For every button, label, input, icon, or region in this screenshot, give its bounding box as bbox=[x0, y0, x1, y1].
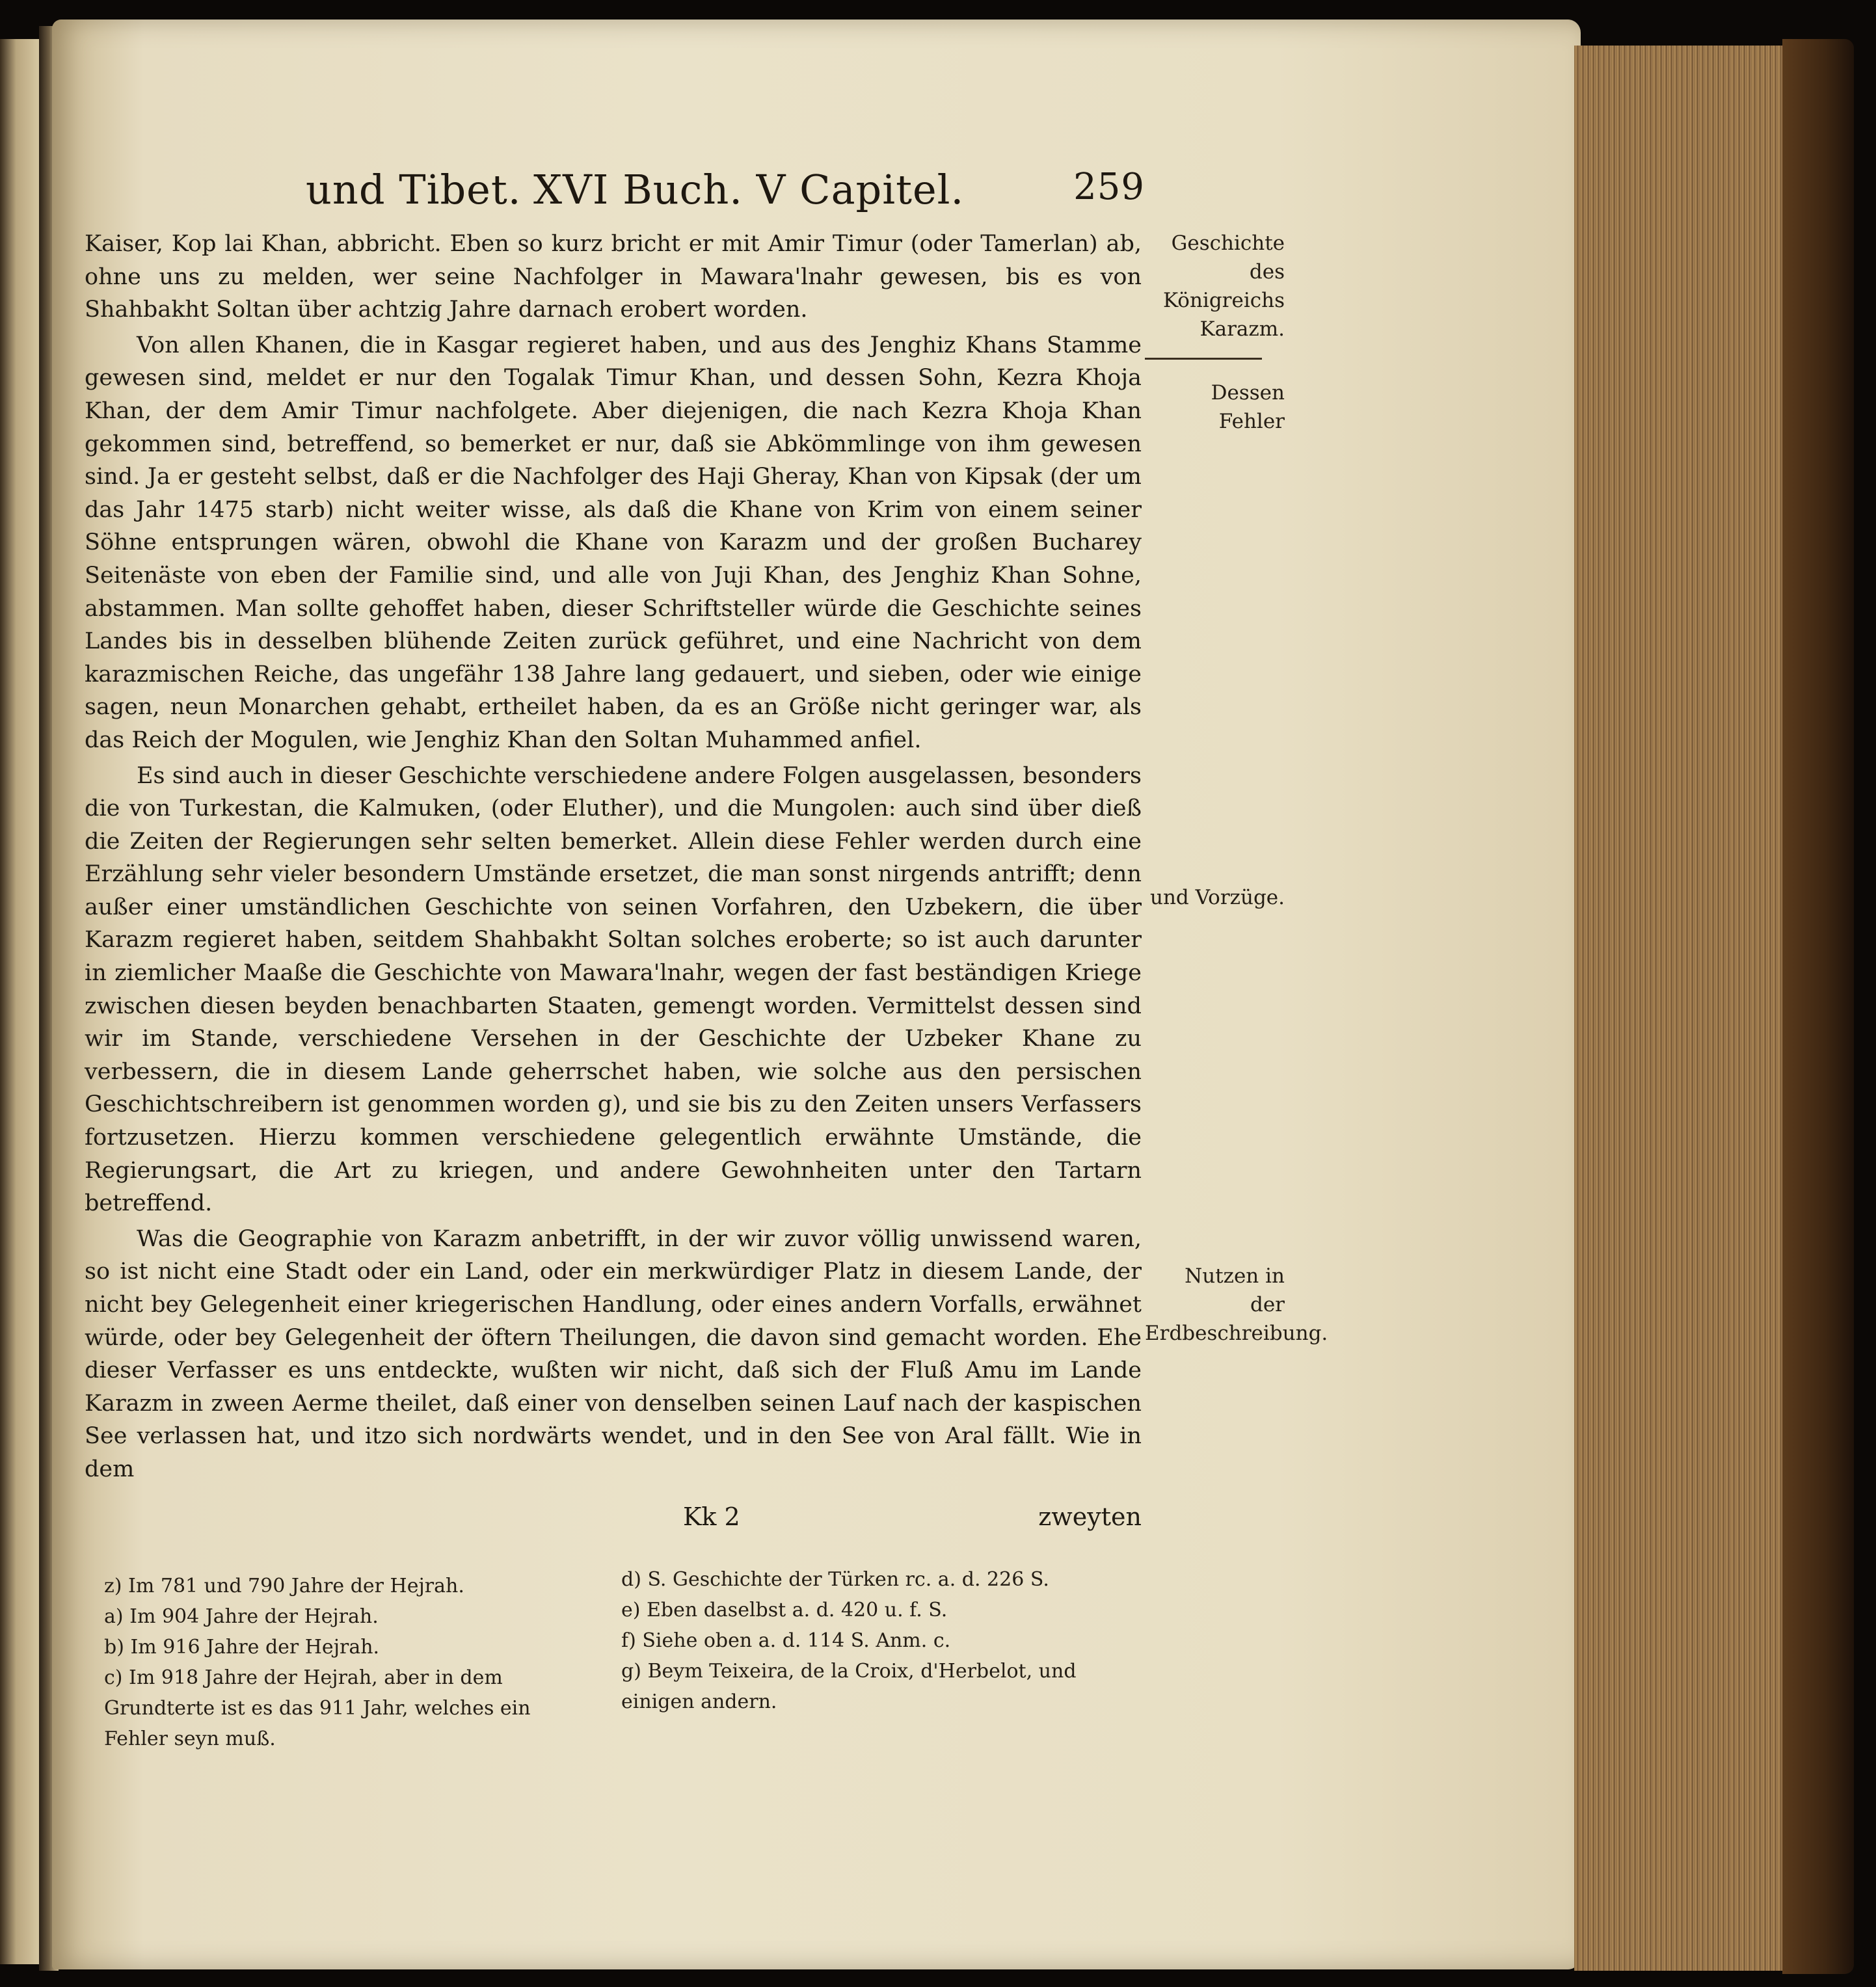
previous-page-edge bbox=[0, 39, 40, 1964]
main-text bbox=[85, 228, 1142, 1486]
footnote: b) Im 916 Jahre der Hejrah. bbox=[104, 1636, 380, 1659]
catchword: zweyten bbox=[1038, 1502, 1142, 1531]
running-header bbox=[306, 166, 1145, 218]
book-cover bbox=[1782, 39, 1854, 1974]
margin-note-merits: und Vorzüge. bbox=[1150, 886, 1285, 909]
margin-divider bbox=[1145, 358, 1262, 360]
header-left: und Tibet. bbox=[306, 166, 522, 213]
paragraph: Was die Geographie von Karazm anbetrifft, in der wir zuvor völlig unwissend waren, so ist nicht eine Stadt oder ein Land, oder ein merkwürdiger Platz in diesem Lande, der nicht bey Gelegenheit einer kriegerischen Handlung, oder eines andern Vorfalls, erwähnet würde, oder bey Gelegenheit der öftern Theilungen, die davon sind gemacht worden. Ehe dieser Verfasser es uns entdeckte, wußten wir nicht, daß sich der Fluß Amu im Lande Karazm in zween Aerme theilet, daß einer von denselben seinen Lauf nach der kaspischen See verlassen hat, und itzo sich nordwärts wendet, und in den See von Aral fällt. Wie in dem bbox=[85, 1225, 1142, 1482]
footnote: a) Im 904 Jahre der Hejrah. bbox=[104, 1605, 379, 1628]
footnotes-left bbox=[104, 1571, 572, 1754]
margin-note-geography: Nutzen in der Erdbeschreibung. bbox=[1145, 1264, 1328, 1345]
paragraph: Es sind auch in dieser Geschichte verschiedene andere Folgen ausgelassen, besonders die von Turkestan, die Kalmuken, (oder Eluther), und die Mungolen: auch sind über dieß die Zeiten der Regierungen sehr selten bemerket. Allein diese Fehler werden durch eine Erzählung sehr vieler besondern Umstände ersetzet, die man sonst nirgends antrifft; denn außer einer umständlichen Geschichte von seinen Vorfahren, den Uzbekern, die über Karazm regieret haben, seitdem Shahbakht Soltan solches eroberte; so ist auch darunter in ziemlicher Maaße die Geschichte von Mawara'lnahr, wegen der fast beständigen Kriege zwischen diesen beyden benachbarten Staaten, gemengt worden. Vermittelst dessen sind wir im Stande, verschiedene Versehen in der Geschichte der Uzbeker Khane zu verbessern, die in diesem Lande geherrschet haben, wie solche aus den persischen Geschichtschreibern ist genommen worden g), und sie bis zu den Zeiten unsers Verfassers fortzusetzen. Hierzu kommen verschiedene gelegentlich erwähnte Umstände, die Regierungsart, die Art zu kriegen, und andere Gewohnheiten unter den Tartarn betreffend. bbox=[85, 762, 1142, 1217]
footnote: d) S. Geschichte der Türken rc. a. d. 226 S. bbox=[621, 1568, 1049, 1591]
page-foot bbox=[85, 1502, 1142, 1535]
footnote: z) Im 781 und 790 Jahre der Hejrah. bbox=[104, 1575, 464, 1597]
paragraph: Von allen Khanen, die in Kasgar regieret haben, und aus des Jenghiz Khans Stamme gewesen sind, meldet er nur den Togalak Timur Khan, und dessen Sohn, Kezra Khoja Khan, der dem Amir Timur nachfolgete. Aber diejenigen, die nach Kezra Khoja Khan gekommen sind, betreffend, so bemerket er nur, daß sie Abkömmlinge von ihm gewesen sind. Ja er gesteht selbst, daß er die Nachfolger des Haji Gheray, Khan von Kipsak (der um das Jahr 1475 starb) nicht weiter wisse, als daß die Khane von Krim von einem seiner Söhne entsprungen wären, obwohl die Khane von Karazm und der großen Bucharey Seitenäste von eben der Familie sind, und alle von Juji Khan, des Jenghiz Khan Sohne, abstammen. Man sollte gehoffet haben, dieser Schriftsteller würde die Geschichte seines Landes bis in desselben blühende Zeiten zurück geführet, und eine Nachricht von dem karazmischen Reiche, das ungefähr 138 Jahre lang gedauert, und sieben, oder wie einige sagen, neun Monarchen gehabt, ertheilet haben, da es an Größe nicht geringer war, als das Reich der Mogulen, wie Jenghiz Khan den Soltan Muhammed anfiel. bbox=[85, 332, 1142, 753]
page-block-edges bbox=[1574, 46, 1802, 1971]
margin-note-faults: Dessen Fehler bbox=[1211, 381, 1285, 433]
footnote: g) Beym Teixeira, de la Croix, d'Herbelot, und einigen andern. bbox=[621, 1660, 1077, 1713]
signature-mark: Kk 2 bbox=[683, 1502, 740, 1531]
header-chapter: XVI Buch. V Capitel. bbox=[533, 166, 965, 213]
footnotes-right bbox=[621, 1564, 1142, 1717]
footnote: f) Siehe oben a. d. 114 S. Anm. c. bbox=[621, 1629, 951, 1652]
footnote: e) Eben daselbst a. d. 420 u. f. S. bbox=[621, 1599, 948, 1621]
paragraph: Kaiser, Kop lai Khan, abbricht. Eben so kurz bricht er mit Amir Timur (oder Tamerlan) ab, ohne uns zu melden, wer seine Nachfolger in Mawara'lnahr gewesen, bis es von Shahbakht Soltan über achtzig Jahre darnach erobert worden. bbox=[85, 231, 1142, 323]
margin-note-history: Geschichte des Königreichs Karazm. bbox=[1162, 232, 1285, 341]
footnote: c) Im 918 Jahre der Hejrah, aber in dem Grundterte ist es das 911 Jahr, welches ein Fehler seyn muß. bbox=[104, 1666, 531, 1750]
page-number: 259 bbox=[1073, 166, 1145, 208]
